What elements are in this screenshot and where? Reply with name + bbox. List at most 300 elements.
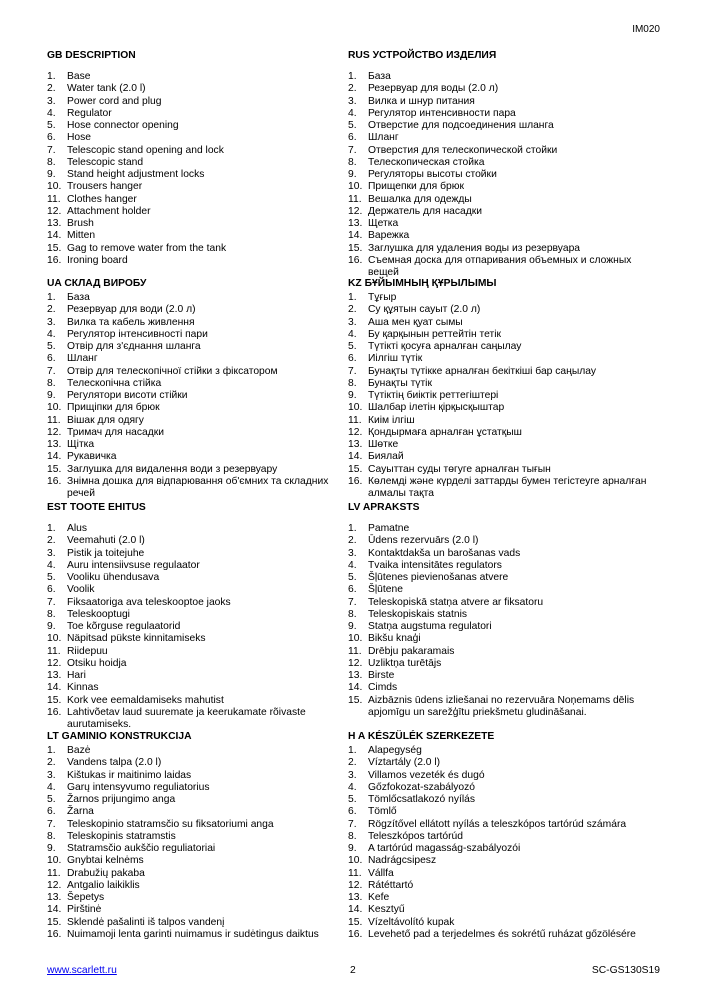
list-item-text: Telescopic stand: [67, 156, 144, 168]
list-item-number: 2.: [348, 83, 357, 95]
list-item-text: Nuimamoji lenta garinti nuimamus ir sudėtingus daiktus: [67, 928, 319, 940]
list-item-text: Šļūtene: [368, 584, 403, 596]
list-item-number: 8.: [348, 377, 357, 389]
list-item-number: 15.: [348, 463, 363, 475]
list-item-text: Villamos vezeték és dugó: [368, 769, 485, 781]
list-item-number: 1.: [348, 292, 357, 303]
list-item: [47, 757, 347, 769]
list-item-number: 2.: [47, 304, 56, 316]
list-item-text: Fiksaatoriga ava teleskooptoe jaoks: [67, 596, 231, 608]
list-item-text: Veemahuti (2.0 l): [67, 535, 145, 547]
list-item-number: 3.: [348, 769, 357, 781]
list-item: [348, 378, 648, 390]
list-item-text: Teleskopinis statramstis: [67, 830, 176, 842]
list-item-text: Прищіпки для брюк: [67, 402, 160, 414]
section-ua-list: [47, 292, 347, 500]
list-item-number: 8.: [348, 608, 357, 620]
list-item-number: 13.: [47, 439, 62, 450]
list-item: [47, 794, 347, 806]
list-item-number: 13.: [47, 670, 62, 681]
list-item: [348, 806, 648, 818]
list-item-number: 4.: [47, 328, 56, 340]
list-item-text: Näpitsad pükste kinnitamiseks: [67, 633, 206, 645]
list-item-number: 7.: [348, 365, 357, 377]
list-item: [47, 682, 347, 694]
list-item-text: Teleskopinio statramsčio su fiksatoriumi anga: [67, 818, 274, 830]
section-lt-list: [47, 745, 347, 941]
list-item: [47, 560, 347, 572]
list-item-text: Bikšu knaģi: [368, 633, 421, 645]
list-item: [47, 917, 347, 929]
list-item: [47, 353, 347, 365]
list-item-text: Резервуар для води (2.0 л): [67, 304, 196, 316]
list-item-text: Tömlőcsatlakozó nyílás: [368, 794, 476, 805]
list-item-text: Тримач для насадки: [67, 426, 165, 438]
list-item: [47, 71, 347, 83]
list-item: [348, 621, 648, 633]
list-item-text: Brush: [67, 218, 94, 229]
list-item-text: Hose: [67, 132, 92, 144]
list-item-text: Тұғыр: [368, 292, 397, 303]
list-item-number: 14.: [47, 682, 62, 694]
list-item-number: 7.: [348, 818, 357, 830]
list-item-number: 15.: [47, 463, 62, 475]
list-item: [47, 868, 347, 880]
list-item-text: Drēbju pakaramais: [368, 645, 455, 657]
section-h-heading: H A KÉSZÜLÉK SZERKEZETE: [348, 731, 495, 742]
list-item-text: Регулятор интенсивности пара: [368, 107, 516, 119]
list-item-text: Teleskopiskā statņa atvere ar fiksatoru: [368, 596, 544, 608]
list-item-number: 2.: [47, 757, 56, 769]
list-item: [348, 304, 648, 316]
list-item-text: Вилка та кабель живлення: [67, 316, 195, 328]
list-item-number: 13.: [348, 670, 363, 681]
list-item: [348, 855, 648, 867]
list-item: [47, 145, 347, 157]
list-item-number: 9.: [47, 843, 56, 854]
list-item: [348, 695, 648, 720]
list-item-text: Alapegység: [368, 745, 422, 756]
list-item-text: Drabužių pakaba: [67, 867, 145, 879]
list-item: [348, 390, 648, 402]
list-item-number: 7.: [348, 596, 357, 608]
list-item-number: 3.: [348, 95, 357, 107]
list-item-number: 1.: [47, 745, 56, 756]
list-item: [348, 917, 648, 929]
list-item-number: 2.: [47, 535, 56, 547]
list-item: [47, 317, 347, 329]
list-item: [47, 427, 347, 439]
list-item-text: Отверстия для телескопической стойки: [368, 144, 558, 156]
list-item: [348, 548, 648, 560]
list-item-number: 6.: [47, 584, 56, 596]
list-item: [47, 843, 347, 855]
list-item: [47, 782, 347, 794]
list-item-text: Voolik: [67, 584, 95, 596]
list-item-number: 10.: [348, 181, 363, 193]
list-item-text: Power cord and plug: [67, 95, 162, 107]
list-item-number: 16.: [47, 706, 62, 718]
list-item: [348, 794, 648, 806]
list-item: [47, 83, 347, 95]
document-code: IM020: [632, 24, 660, 35]
list-item: [47, 451, 347, 463]
list-item-text: Бунақты түтік: [368, 377, 432, 389]
section-est: [47, 502, 347, 731]
list-item-text: Киім ілгіш: [368, 414, 415, 426]
list-item-number: 9.: [348, 621, 357, 632]
list-item-number: 6.: [47, 353, 56, 365]
list-item: [47, 439, 347, 451]
list-item-number: 16.: [348, 928, 363, 940]
list-item-text: Знімна дошка для відпарювання об'ємних та складних речей: [67, 475, 329, 499]
list-item-number: 3.: [47, 95, 56, 107]
section-gb-heading: GB DESCRIPTION: [47, 50, 136, 61]
list-item: [47, 633, 347, 645]
list-item-text: Съемная доска для отпаривания объемных и сложных вещей: [368, 254, 632, 278]
list-item-number: 4.: [47, 107, 56, 119]
list-item-number: 4.: [348, 559, 357, 571]
list-item-text: Pamatne: [368, 523, 410, 534]
list-item-number: 5.: [47, 794, 56, 805]
list-item-number: 6.: [348, 584, 357, 596]
list-item-text: Birste: [368, 670, 395, 681]
list-item-number: 2.: [348, 304, 357, 316]
list-item: [47, 819, 347, 831]
list-item: [47, 108, 347, 120]
list-item-text: Uzliktņa turētājs: [368, 657, 442, 669]
list-item: [348, 929, 648, 941]
list-item-number: 5.: [47, 341, 56, 352]
list-item: [348, 169, 648, 181]
list-item-number: 9.: [348, 169, 357, 180]
list-item: [47, 415, 347, 427]
list-item-text: Rátéttartó: [368, 879, 414, 891]
list-item-number: 10.: [47, 633, 62, 645]
list-item: [47, 658, 347, 670]
list-item-text: Vooliku ühendusava: [67, 572, 160, 583]
list-item-number: 3.: [348, 547, 357, 559]
list-item: [348, 83, 648, 95]
list-item-number: 11.: [348, 867, 362, 879]
list-item-text: Regulator: [67, 107, 112, 119]
list-item: [348, 843, 648, 855]
list-item: [47, 132, 347, 144]
list-item-number: 8.: [47, 377, 56, 389]
list-item: [348, 670, 648, 682]
list-item: [348, 560, 648, 572]
list-item-number: 5.: [47, 120, 56, 131]
list-item-text: Garų intensyvumo reguliatorius: [67, 781, 210, 793]
list-item: [348, 439, 648, 451]
list-item: [348, 427, 648, 439]
list-item-text: Вешалка для одежды: [368, 193, 472, 205]
list-item: [348, 523, 648, 535]
list-item-text: Tvaika intensitātes regulators: [368, 559, 502, 571]
list-item-number: 11.: [47, 414, 61, 426]
list-item-number: 13.: [348, 892, 363, 903]
list-item: [47, 120, 347, 132]
list-item-number: 14.: [348, 230, 363, 242]
list-item: [348, 120, 648, 132]
list-item-text: База: [67, 292, 90, 303]
list-item: [47, 523, 347, 535]
list-item-number: 13.: [348, 439, 363, 450]
list-item-text: Gag to remove water from the tank: [67, 242, 227, 254]
list-item-number: 11.: [348, 414, 362, 426]
list-item-text: Hose connector opening: [67, 120, 179, 131]
list-item: [348, 145, 648, 157]
list-item: [47, 535, 347, 547]
list-item-text: Су құятын сауыт (2.0 л): [368, 304, 481, 316]
list-item-number: 1.: [47, 292, 56, 303]
list-item-number: 16.: [47, 254, 62, 266]
list-item-text: Резервуар для воды (2.0 л): [368, 83, 499, 95]
list-item-number: 2.: [348, 535, 357, 547]
website-link[interactable]: www.scarlett.ru: [47, 965, 117, 976]
section-kz: [348, 278, 648, 500]
list-item-text: База: [368, 71, 391, 82]
list-item-number: 1.: [348, 745, 357, 756]
list-item-text: Щетка: [368, 218, 399, 229]
list-item-number: 6.: [47, 132, 56, 144]
list-item-number: 1.: [47, 71, 56, 82]
list-item-number: 14.: [47, 904, 62, 916]
list-item: [47, 243, 347, 255]
list-item: [348, 464, 648, 476]
list-item-number: 11.: [47, 867, 61, 879]
list-item-text: Žarna: [67, 806, 94, 818]
list-item-number: 12.: [348, 879, 363, 891]
list-item: [47, 96, 347, 108]
section-lt: [47, 731, 347, 941]
list-item-text: Қондырмаға арналған ұстатқыш: [368, 426, 522, 438]
list-item-text: Иілгіш түтік: [368, 353, 423, 365]
list-item-text: Pirštinė: [67, 904, 102, 916]
list-item: [348, 243, 648, 255]
list-item: [47, 707, 347, 732]
list-item-number: 14.: [348, 682, 363, 694]
list-item: [348, 819, 648, 831]
list-item-number: 1.: [348, 71, 357, 82]
list-item-text: Kontaktdakša un barošanas vads: [368, 547, 521, 559]
list-item-number: 10.: [348, 855, 363, 867]
list-item-text: Шланг: [368, 132, 399, 144]
list-item: [348, 880, 648, 892]
list-item-number: 7.: [47, 818, 56, 830]
list-item-number: 15.: [348, 916, 363, 928]
list-item-text: Water tank (2.0 l): [67, 83, 146, 95]
list-item: [47, 597, 347, 609]
list-item-number: 8.: [47, 156, 56, 168]
section-h: [348, 731, 648, 941]
list-item-number: 5.: [348, 794, 357, 805]
list-item-number: 15.: [47, 242, 62, 254]
list-item-number: 10.: [348, 402, 363, 414]
list-item-text: Көлемді және күрделі заттарды бумен тегістеуге арналған алмалы тақта: [368, 475, 647, 499]
list-item-number: 3.: [47, 769, 56, 781]
list-item-number: 11.: [47, 193, 61, 205]
list-item: [47, 181, 347, 193]
list-item-number: 9.: [47, 169, 56, 180]
list-item-text: Регулятори висоти стійки: [67, 390, 188, 401]
list-item: [348, 402, 648, 414]
list-item: [348, 868, 648, 880]
list-item-text: Šļūtenes pievienošanas atvere: [368, 572, 509, 583]
list-item-number: 5.: [348, 120, 357, 131]
list-item-text: Mitten: [67, 230, 96, 242]
list-item-text: Riidepuu: [67, 645, 108, 657]
list-item: [47, 476, 347, 501]
list-item: [47, 904, 347, 916]
list-item-text: Kinnas: [67, 682, 99, 694]
list-item: [348, 71, 648, 83]
list-item-text: Levehető pad a terjedelmes és sokrétű ruházat gőzölésére: [368, 928, 636, 940]
list-item-text: Víztartály (2.0 l): [368, 757, 441, 769]
list-item: [47, 218, 347, 230]
list-item-number: 16.: [47, 928, 62, 940]
list-item-number: 11.: [348, 193, 362, 205]
list-item: [47, 745, 347, 757]
section-ua-heading: UA СКЛАД ВИРОБУ: [47, 278, 147, 289]
list-item: [47, 880, 347, 892]
list-item: [47, 831, 347, 843]
list-item-text: Šepetys: [67, 892, 105, 903]
list-item: [47, 929, 347, 941]
list-item-number: 4.: [47, 559, 56, 571]
list-item-text: A tartórúd magasság-szabályozói: [368, 843, 521, 854]
section-gb: [47, 50, 347, 267]
section-kz-list: [348, 292, 648, 500]
list-item-number: 1.: [348, 523, 357, 534]
list-item-number: 4.: [348, 107, 357, 119]
list-item-number: 6.: [47, 806, 56, 818]
list-item-text: Teleskooptugi: [67, 608, 130, 620]
list-item-text: Trousers hanger: [67, 181, 143, 193]
list-item: [47, 390, 347, 402]
list-item-text: Вішак для одягу: [67, 414, 144, 426]
list-item: [348, 206, 648, 218]
list-item: [47, 572, 347, 584]
list-item-number: 7.: [47, 144, 56, 156]
list-item: [47, 621, 347, 633]
list-item-number: 8.: [47, 608, 56, 620]
list-item-text: Телескопическая стойка: [368, 156, 485, 168]
section-ua: [47, 278, 347, 500]
list-item-text: Телескопічна стійка: [67, 377, 162, 389]
list-item-text: Sklendė pašalinti iš talpos vandenį: [67, 916, 225, 928]
list-item: [47, 255, 347, 267]
list-item-number: 6.: [348, 353, 357, 365]
list-item: [47, 366, 347, 378]
list-item-text: Шалбар ілетін қірқысқыштар: [368, 402, 505, 414]
list-item-number: 16.: [47, 475, 62, 487]
list-item-text: Kištukas ir maitinimo laidas: [67, 769, 192, 781]
list-item-text: Держатель для насадки: [368, 205, 483, 217]
list-item-text: Gnybtai kelnėms: [67, 855, 144, 867]
list-item-number: 14.: [348, 451, 363, 463]
list-item: [348, 757, 648, 769]
list-item-text: Варежка: [368, 230, 410, 242]
list-item-number: 12.: [348, 426, 363, 438]
list-item-number: 15.: [348, 242, 363, 254]
list-item: [348, 415, 648, 427]
section-rus-list: [348, 71, 648, 279]
list-item-text: Түтікті қосуға арналған саңылау: [368, 341, 522, 352]
list-item-text: Отвір для телескопічної стійки з фіксатором: [67, 365, 278, 377]
list-item-number: 5.: [348, 572, 357, 583]
section-lt-heading: LT GAMINIO KONSTRUKCIJA: [47, 731, 192, 742]
list-item: [348, 584, 648, 596]
section-est-list: [47, 523, 347, 731]
list-item-number: 12.: [348, 205, 363, 217]
list-item-number: 6.: [348, 132, 357, 144]
list-item: [47, 230, 347, 242]
list-item: [348, 341, 648, 353]
list-item: [47, 169, 347, 181]
list-item: [348, 317, 648, 329]
list-item-number: 12.: [47, 426, 62, 438]
list-item: [348, 572, 648, 584]
list-item: [47, 584, 347, 596]
list-item: [348, 132, 648, 144]
list-item: [47, 548, 347, 560]
list-item-text: Рукавичка: [67, 451, 117, 463]
list-item: [348, 597, 648, 609]
list-item: [47, 402, 347, 414]
list-item-text: Tömlő: [368, 806, 397, 818]
list-item-text: Nadrágcsipesz: [368, 855, 437, 867]
list-item-number: 9.: [348, 390, 357, 401]
list-item-number: 3.: [348, 316, 357, 328]
list-item: [47, 892, 347, 904]
page-footer: [47, 965, 660, 979]
list-item-text: Kesztyű: [368, 904, 405, 916]
list-item-number: 14.: [348, 904, 363, 916]
section-gb-list: [47, 71, 347, 267]
list-item: [348, 646, 648, 658]
section-est-heading: EST TOOTE EHITUS: [47, 502, 146, 513]
list-item-number: 9.: [348, 843, 357, 854]
list-item-number: 7.: [47, 365, 56, 377]
list-item: [348, 682, 648, 694]
section-rus: [348, 50, 648, 279]
list-item-number: 8.: [348, 156, 357, 168]
list-item-number: 10.: [47, 402, 62, 414]
list-item: [348, 292, 648, 304]
list-item-text: Шөтке: [368, 439, 399, 450]
list-item-number: 10.: [348, 633, 363, 645]
list-item-text: Отвір для з'єднання шланга: [67, 341, 201, 352]
list-item-text: Заглушка для удаления воды из резервуара: [368, 242, 581, 254]
list-item: [47, 206, 347, 218]
list-item-number: 9.: [47, 390, 56, 401]
list-item: [348, 633, 648, 645]
list-item-text: Vízeltávolító kupak: [368, 916, 455, 928]
list-item: [47, 292, 347, 304]
section-lv-list: [348, 523, 648, 719]
list-item-number: 11.: [348, 645, 362, 657]
list-item: [348, 353, 648, 365]
list-item-text: Toe kõrguse regulaatorid: [67, 621, 181, 632]
list-item-number: 16.: [348, 254, 363, 266]
list-item-number: 7.: [348, 144, 357, 156]
list-item: [47, 464, 347, 476]
section-h-list: [348, 745, 648, 941]
list-item-number: 2.: [47, 83, 56, 95]
list-item-text: Биялай: [368, 451, 404, 463]
list-item-text: Gőzfokozat-szabályozó: [368, 781, 476, 793]
